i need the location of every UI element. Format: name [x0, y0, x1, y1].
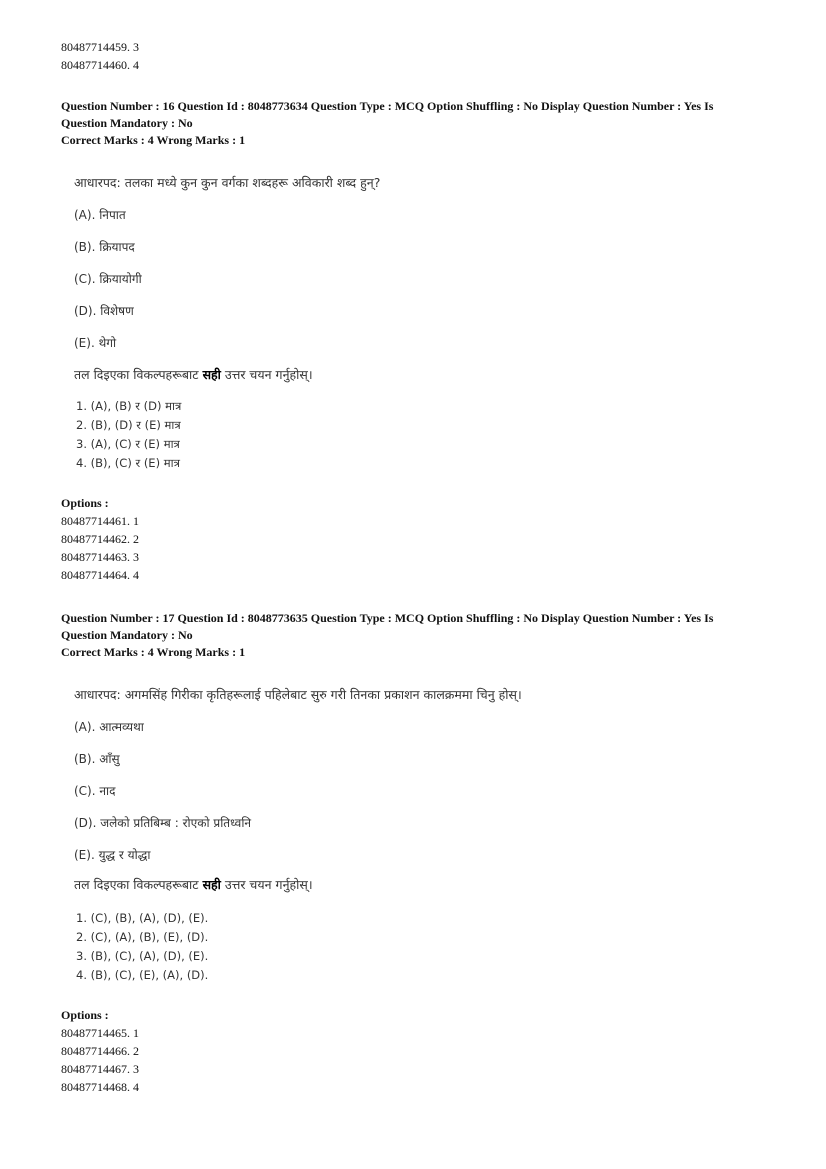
q16-options — [61, 494, 139, 584]
q17-choices — [76, 909, 208, 985]
q16-item-e: (E). थेगो — [74, 336, 117, 350]
q16-header-line2: Question Mandatory : No — [61, 116, 193, 130]
q16-body — [74, 174, 380, 192]
option-row: 80487714459. 3 — [61, 40, 139, 54]
instruction-text: तल दिइएका विकल्पहरूबाट — [74, 877, 203, 892]
choice-row: 4. (B), (C) र (E) मात्र — [76, 456, 180, 470]
instruction-text: उत्तर चयन गर्नुहोस्। — [220, 367, 313, 382]
q17-marks: Correct Marks : 4 Wrong Marks : 1 — [61, 645, 246, 659]
instruction-emphasis: सही — [202, 367, 221, 382]
option-row: 80487714464. 4 — [61, 568, 139, 582]
q17-header-line1: Question Number : 17 Question Id : 8048773635 Question Type : MCQ Option Shuffling : No Display Question Number : Yes Is — [61, 611, 714, 625]
instruction-text: उत्तर चयन गर्नुहोस्। — [220, 877, 313, 892]
q17-item-d: (D). जलेको प्रतिबिम्ब : रोएको प्रतिध्वनि — [74, 816, 252, 830]
q17-item-c: (C). नाद — [74, 784, 116, 798]
choice-row: 4. (B), (C), (E), (A), (D). — [76, 968, 209, 982]
instruction-text: तल दिइएका विकल्पहरूबाट — [74, 367, 203, 382]
q16-item-b: (B). क्रियापद — [74, 240, 135, 254]
choice-row: 1. (A), (B) र (D) मात्र — [76, 399, 182, 413]
q16-header-line1: Question Number : 16 Question Id : 8048773634 Question Type : MCQ Option Shuffling : No Display Question Number : Yes Is — [61, 99, 714, 113]
q17-header — [61, 610, 713, 661]
q17-question-text: आधारपद: अगमसिंह गिरीका कृतिहरूलाई पहिलेबाट सुरु गरी तिनका प्रकाशन कालक्रममा चिनु होस्। — [74, 687, 522, 702]
q17-item-e: (E). युद्ध र योद्धा — [74, 848, 151, 862]
option-row: 80487714466. 2 — [61, 1044, 139, 1058]
choice-row: 3. (A), (C) र (E) मात्र — [76, 437, 180, 451]
choice-row: 1. (C), (B), (A), (D), (E). — [76, 911, 209, 925]
prev-options — [61, 38, 139, 74]
q17-header-line2: Question Mandatory : No — [61, 628, 193, 642]
choice-row: 3. (B), (C), (A), (D), (E). — [76, 949, 209, 963]
option-row: 80487714465. 1 — [61, 1026, 139, 1040]
options-label: Options : — [61, 1008, 109, 1022]
q16-item-a: (A). निपात — [74, 208, 126, 222]
option-row: 80487714461. 1 — [61, 514, 139, 528]
instruction-emphasis: सही — [202, 877, 221, 892]
q16-question-text: आधारपद: तलका मध्ये कुन कुन वर्गका शब्दहरू अविकारी शब्द हुन्? — [74, 175, 381, 190]
option-row: 80487714467. 3 — [61, 1062, 139, 1076]
q16-marks: Correct Marks : 4 Wrong Marks : 1 — [61, 133, 246, 147]
choice-row: 2. (C), (A), (B), (E), (D). — [76, 930, 209, 944]
q17-item-b: (B). आँसु — [74, 752, 120, 766]
option-row: 80487714463. 3 — [61, 550, 139, 564]
choice-row: 2. (B), (D) र (E) मात्र — [76, 418, 181, 432]
option-row: 80487714462. 2 — [61, 532, 139, 546]
q16-instruction — [74, 366, 313, 384]
q16-choices — [76, 397, 181, 473]
option-row: 80487714468. 4 — [61, 1080, 139, 1094]
option-row: 80487714460. 4 — [61, 58, 139, 72]
q17-options — [61, 1006, 139, 1096]
q17-body — [74, 686, 522, 704]
q17-item-a: (A). आत्मव्यथा — [74, 720, 144, 734]
q17-instruction — [74, 876, 313, 894]
q16-item-d: (D). विशेषण — [74, 304, 134, 318]
options-label: Options : — [61, 496, 109, 510]
q16-item-c: (C). क्रियायोगी — [74, 272, 142, 286]
q16-header — [61, 98, 713, 149]
